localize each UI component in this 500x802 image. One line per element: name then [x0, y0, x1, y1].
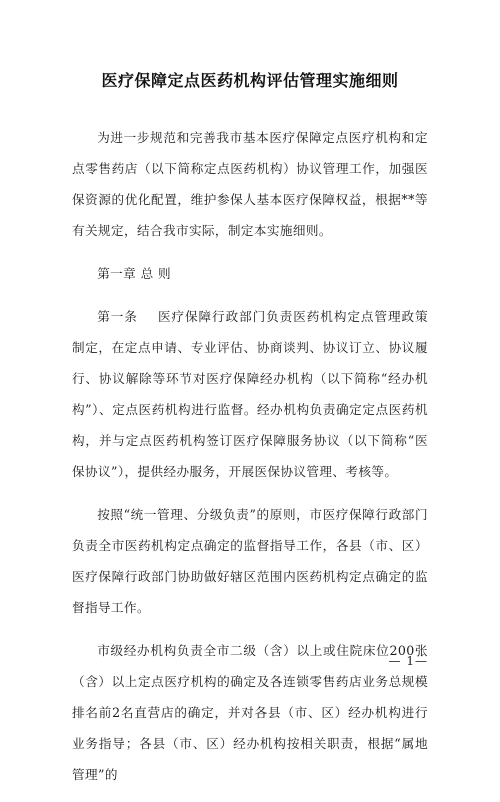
article-number: 第一条: [97, 309, 138, 324]
paragraph-municipal-agency: [72, 635, 428, 790]
paragraph-municipal-agency-text: 市级经办机构负责全市二级（含）以上或住院床位200张（含）以上定点医疗机构的确定及各连锁零售药店业务总规模排名前2名直营店的确定，并对各县（市、区）经办机构进行业务指导；各县（市、区）经办机构按相关职责，根据“属地管理”的: [72, 643, 428, 782]
document-title: 医疗保障定点医药机构评估管理实施细则: [101, 71, 399, 90]
paragraph-principle-text: 按照“统一管理、分级负责”的原则，市医疗保障行政部门负责全市医药机构定点确定的监督指导工作，各县（市、区）医疗保障行政部门协助做好辖区范围内医药机构定点确定的监督指导工作。: [72, 507, 428, 615]
paragraph-principle: [72, 499, 428, 623]
paragraph-intro-text: 为进一步规范和完善我市基本医疗保障定点医疗机构和定点零售药店（以下简称定点医药机构）协议管理工作，加强医保资源的优化配置，维护参保人基本医疗保障权益，根据**等有关规定，结合我市实际，制定本实施细则。: [72, 130, 428, 238]
page-number: — 1—: [388, 654, 428, 668]
chapter-heading-text: 第一章 总 则: [97, 266, 171, 281]
document-body: [72, 122, 428, 802]
paragraph-intro: [72, 122, 428, 246]
chapter-heading: [72, 258, 428, 289]
article-1-text: 医疗保障行政部门负责医药机构定点管理政策制定，在定点申请、专业评估、协商谈判、协议订立、协议履行、协议解除等环节对医疗保障经办机构（以下简称“经办机构”）、定点医药机构进行监督。经办机构负责确定定点医药机构，并与定点医药机构签订医疗保障服务协议（以下简称“医保协议”），提供经办服务，开展医保协议管理、考核等。: [72, 309, 429, 479]
paragraph-article-1: [72, 301, 428, 487]
